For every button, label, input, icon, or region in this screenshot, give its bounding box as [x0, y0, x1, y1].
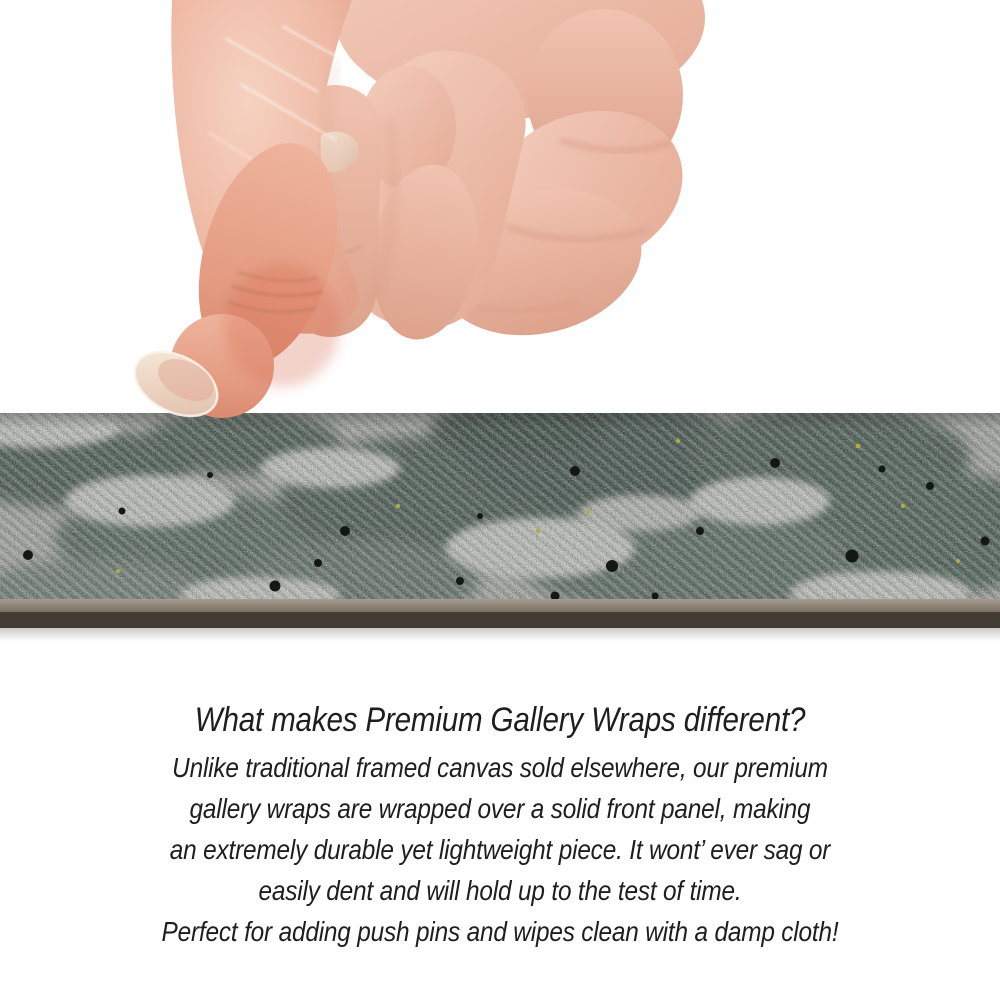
canvas-texture [0, 413, 1000, 628]
hand-photo [0, 0, 1000, 424]
description-line-5: Perfect for adding push pins and wipes clean with a damp cloth! [161, 916, 839, 947]
panel-dark-edge [0, 614, 1000, 628]
canvas-drop-shadow [0, 628, 1000, 641]
description-line-2: gallery wraps are wrapped over a solid front panel, making [189, 793, 811, 824]
section-heading: What makes Premium Gallery Wraps different? [194, 701, 806, 739]
hand-pressing-illustration [0, 0, 1000, 424]
description-block [65, 700, 935, 952]
description-line-1: Unlike traditional framed canvas sold elsewhere, our premium [172, 752, 828, 783]
description-line-3: an extremely durable yet lightweight piece. It wont’ ever sag or [169, 834, 831, 865]
canvas-twill-weave [0, 413, 1000, 605]
thumb [124, 127, 361, 424]
description-line-4: easily dent and will hold up to the test of time. [258, 875, 742, 906]
canvas-edge-strip [0, 413, 1000, 628]
